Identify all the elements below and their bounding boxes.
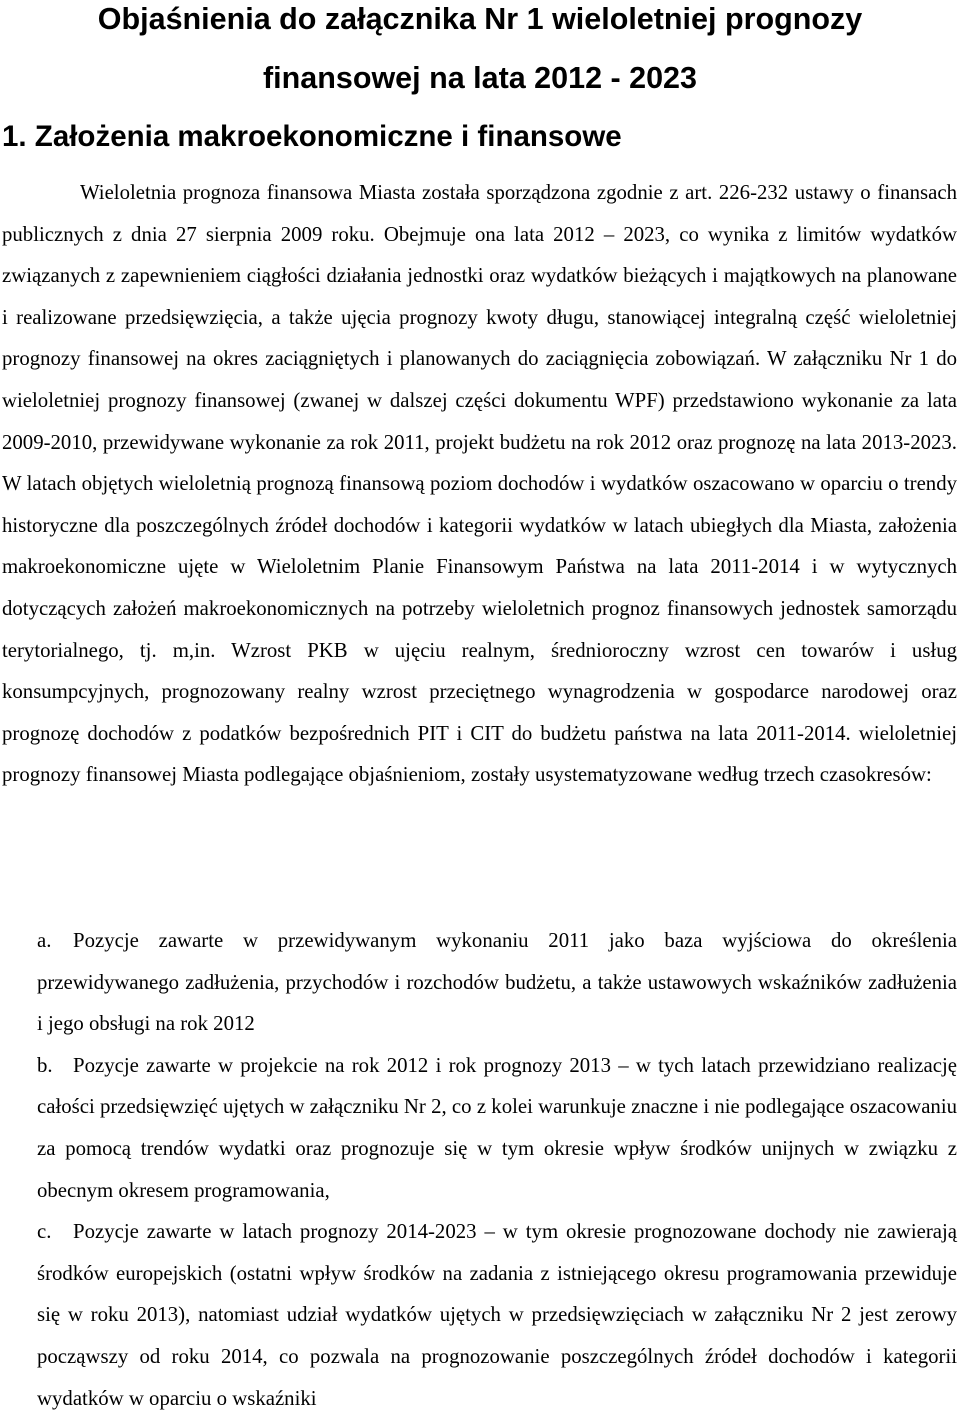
list-item-text: Pozycje zawarte w latach prognozy 2014-2023 – w tym okresie prognozowane dochody nie zawierają środków europejskich (ostatni wpływ środków na zadania z istniejącego okresu programowania przewiduje się w roku 2013), natomiast udział wydatków ujętych w przedsięwzięciach w załączniku Nr 2 jest zerowy począwszy od roku 2014, co pozwala na prognozowanie poszczególnych źródeł dochodów i kategorii wydatków w oparciu o wskaźniki: [37, 1220, 957, 1410]
list-marker: c.: [37, 1220, 52, 1244]
list-item: [37, 1211, 957, 1419]
document-title-line-1: Objaśnienia do załącznika Nr 1 wieloletniej prognozy: [97, 2, 863, 36]
document-title-line-2: finansowej na lata 2012 - 2023: [263, 61, 697, 95]
list-item-text: Pozycje zawarte w projekcie na rok 2012 i rok prognozy 2013 – w tych latach przewidziano realizację całości przedsięwzięć ujętych w załączniku Nr 2, co z kolei warunkuje znaczne i nie podlegające oszacowaniu za pomocą trendów wydatki oraz prognozuje się w tym okresie wpływ środków unijnych w związku z obecnym okresem programowania,: [37, 1053, 957, 1202]
list-marker: a.: [37, 929, 52, 952]
period-list: [37, 920, 957, 1419]
section-heading: 1. Założenia makroekonomiczne i finansowe: [2, 120, 622, 153]
list-item: [37, 1045, 957, 1211]
list-item: [37, 920, 957, 1045]
list-item-text: Pozycje zawarte w przewidywanym wykonaniu 2011 jako baza wyjściowa do określenia przewidywanego zadłużenia, przychodów i rozchodów budżetu, a także ustawowych wskaźników zadłużenia i jego obsługi na rok 2012: [37, 929, 957, 1036]
body-paragraph: Wieloletnia prognoza finansowa Miasta została sporządzona zgodnie z art. 226-232 ustawy o finansach publicznych z dnia 27 sierpnia 2009 roku. Obejmuje ona lata 2012 – 2023, co wynika z limitów wydatków związanych z zapewnieniem ciągłości działania jednostki oraz wydatków bieżących i majątkowych na planowane i realizowane przedsięwzięcia, a także ujęcia prognozy kwoty długu, stanowiącej integralną część wieloletniej prognozy finansowej na okres zaciągniętych i planowanych do zaciągnięcia zobowiązań. W załączniku Nr 1 do wieloletniej prognozy finansowej (zwanej w dalszej części dokumentu WPF) przedstawiono wykonanie za lata 2009-2010, przewidywane wykonanie za rok 2011, projekt budżetu na rok 2012 oraz prognozę na lata 2013-2023. W latach objętych wieloletnią prognozą finansową poziom dochodów i wydatków oszacowano w oparciu o trendy historyczne dla poszczególnych źródeł dochodów i kategorii wydatków w latach ubiegłych dla Miasta, założenia makroekonomiczne ujęte w Wieloletnim Planie Finansowym Państwa na lata 2011-2014 i w wytycznych dotyczących założeń makroekonomicznych na potrzeby wieloletnich prognoz finansowych jednostek samorządu terytorialnego, tj. m,in. Wzrost PKB w ujęciu realnym, średnioroczny wzrost cen towarów i usług konsumpcyjnych, prognozowany realny wzrost przeciętnego wynagrodzenia w gospodarce narodowej oraz prognozę dochodów z podatków bezpośrednich PIT i CIT do budżetu państwa na lata 2011-2014. wieloletniej prognozy finansowej Miasta podlegające objaśnieniom, zostały usystematyzowane według trzech czasokresów:: [2, 181, 957, 787]
list-marker: b.: [37, 1053, 53, 1077]
